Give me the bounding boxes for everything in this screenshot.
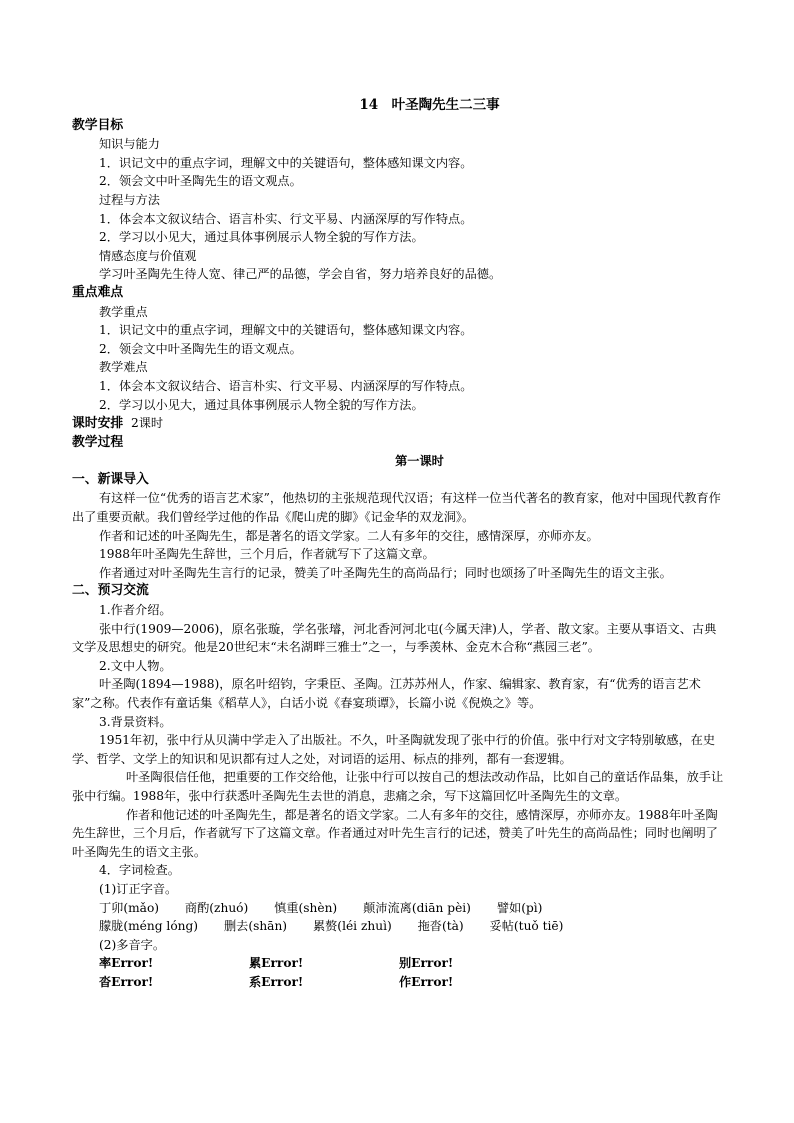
polyphone-item: 系Error! xyxy=(249,974,304,989)
paragraph: 作者和他记述的叶圣陶先生，都是著名的语文学家。二人有多年的交往，感情深厚，亦师亦友。1988年叶圣陶先生辞世，三个月后，作者就写下了这篇文章。作者通过对叶先生言行的记述，赞美了叶先生的高尚品性；同时也阐明了叶圣陶先生的语文主张。 xyxy=(72,807,718,859)
word-row xyxy=(72,917,727,936)
person-label: 2.文中人物。 xyxy=(99,658,172,673)
background-label: 3.背景资料。 xyxy=(99,714,172,729)
word-item: 颠沛流离(diān pèi) xyxy=(363,900,471,915)
polyphone-row xyxy=(72,973,727,992)
schedule-value: 2课时 xyxy=(130,416,164,431)
word-item: 譬如(pì) xyxy=(496,900,543,915)
key-sub-focus: 教学重点 xyxy=(99,304,148,319)
word-item: 累赘(léi zhuì) xyxy=(312,919,392,934)
key-item: 2．学习以小见大，通过具体事例展示人物全貌的写作方法。 xyxy=(99,397,424,412)
word-item: 商酌(zhuó) xyxy=(184,900,249,915)
part2-heading: 二、预习交流 xyxy=(72,583,149,599)
word-item: 拖沓(tà) xyxy=(417,919,464,934)
goal-item: 1．识记文中的重点字词，理解文中的关键语句，整体感知课文内容。 xyxy=(99,155,473,170)
word-item: 慎重(shèn) xyxy=(274,900,338,915)
page-title: 14 叶圣陶先生二三事 xyxy=(359,97,500,113)
word-item: 妥帖(tuǒ tiē) xyxy=(489,919,564,934)
goals-heading: 教学目标 xyxy=(72,117,124,133)
correct-label: (1)订正字音。 xyxy=(99,881,178,896)
author-intro-label: 1.作者介绍。 xyxy=(99,603,172,618)
goal-sub-emotion: 情感态度与价值观 xyxy=(99,248,197,263)
word-item: 丁卯(mǎo) xyxy=(99,900,160,915)
polyphone-item: 别Error! xyxy=(399,956,454,971)
polyphone-label: (2)多音字。 xyxy=(99,937,166,952)
polyphone-item: 沓Error! xyxy=(99,974,154,989)
key-item: 2．领会文中叶圣陶先生的语文观点。 xyxy=(99,341,302,356)
goal-sub-process: 过程与方法 xyxy=(99,192,160,207)
word-row xyxy=(72,899,727,918)
paragraph: 1988年叶圣陶先生辞世，三个月后，作者就写下了这篇文章。 xyxy=(99,547,435,562)
polyphone-item: 率Error! xyxy=(99,956,154,971)
schedule-heading: 课时安排 xyxy=(72,416,124,432)
key-sub-difficulty: 教学难点 xyxy=(99,360,148,375)
person-text: 叶圣陶(1894—1988)，原名叶绍钧，字秉臣、圣陶。江苏苏州人，作家、编辑家、教育家，有“优秀的语言艺术家”之称。代表作有童话集《稻草人》，白话小说《春宴琐谭》，长篇小说《倪焕之》等。 xyxy=(72,677,701,710)
lesson-one-heading: 第一课时 xyxy=(395,454,444,469)
goal-item: 1．体会本文叙议结合、语言朴实、行文平易、内涵深厚的写作特点。 xyxy=(99,211,473,226)
word-item: 朦胧(méng lóng) xyxy=(99,919,199,934)
process-heading: 教学过程 xyxy=(72,434,124,450)
polyphone-item: 累Error! xyxy=(249,956,304,971)
paragraph: 作者和记述的叶圣陶先生，都是著名的语文学家。二人有多年的交往，感情深厚，亦师亦友。 xyxy=(99,528,599,543)
schedule-line xyxy=(72,414,727,434)
polyphone-item: 作Error! xyxy=(399,974,454,989)
goal-sub-knowledge: 知识与能力 xyxy=(99,137,160,152)
paragraph: 作者通过对叶圣陶先生言行的记录，赞美了叶圣陶先生的高尚品行；同时也颂扬了叶圣陶先生的语文主张。 xyxy=(99,565,672,580)
author-intro-text: 张中行(1909—2006)，原名张璇，学名张璿，河北香河河北屯(今属天津)人，学者、散文家。主要从事语文、古典文学及思想史的研究。他是20世纪末“未名湖畔三雅士”之一，与季羡林、金克木合称“燕园三老”。 xyxy=(72,621,717,655)
paragraph: 叶圣陶很信任他，把重要的工作交给他，让张中行可以按自己的想法改动作品，比如自己的童话作品集，放手让张中行编。1988年，张中行获悉叶圣陶先生去世的消息，悲痛之余，写下这篇回忆叶圣陶先生的文章。 xyxy=(72,770,724,803)
words-label: 4．字词检查。 xyxy=(99,863,180,878)
key-item: 1．识记文中的重点字词，理解文中的关键语句，整体感知课文内容。 xyxy=(99,323,473,338)
document-page xyxy=(72,96,727,992)
paragraph: 1951年初，张中行从贝满中学走入了出版社。不久，叶圣陶就发现了张中行的价值。张中行对文字特别敏感，在史学、哲学、文学上的知识和见识都有过人之处，对词语的运用、标点的排列，都有一套逻辑。 xyxy=(72,733,716,766)
key-item: 1．体会本文叙议结合、语言朴实、行文平易、内涵深厚的写作特点。 xyxy=(99,378,473,393)
goal-item: 2．领会文中叶圣陶先生的语文观点。 xyxy=(99,174,302,189)
word-item: 删去(shān) xyxy=(223,919,288,934)
goal-item: 学习叶圣陶先生待人宽、律己严的品德，学会自省，努力培养良好的品德。 xyxy=(99,267,502,282)
goal-item: 2．学习以小见大，通过具体事例展示人物全貌的写作方法。 xyxy=(99,230,424,245)
paragraph: 有这样一位“优秀的语言艺术家”，他热切的主张规范现代汉语；有这样一位当代著名的教育家，他对中国现代教育作出了重要贡献。我们曾经学过他的作品《爬山虎的脚》《记金华的双龙洞》。 xyxy=(72,491,721,525)
key-heading: 重点难点 xyxy=(72,284,124,300)
part1-heading: 一、新课导入 xyxy=(72,471,149,487)
polyphone-row xyxy=(72,954,727,973)
